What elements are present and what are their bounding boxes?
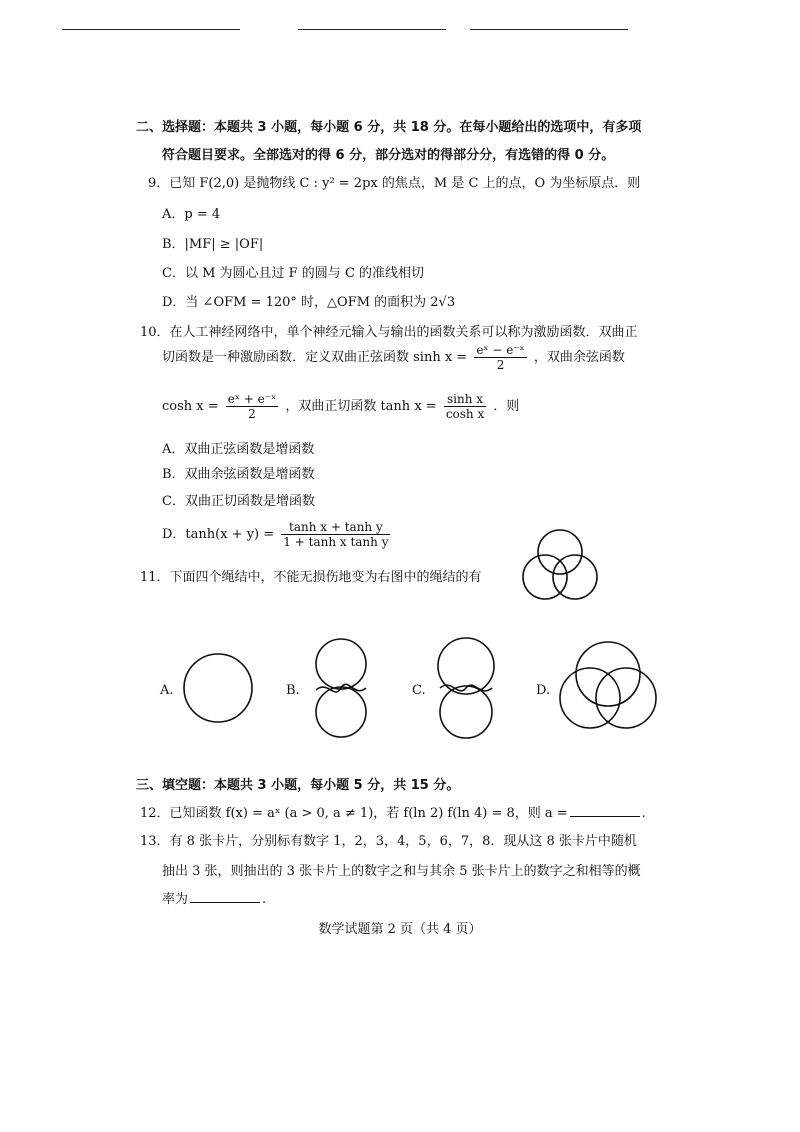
q10-stem-line2: [162, 343, 625, 372]
tanh-sum-denominator: 1 + tanh x tanh y: [283, 535, 389, 549]
tanh-denominator: cosh x: [445, 407, 485, 421]
tanh-fraction: [444, 392, 486, 421]
q9-option-d: D．当 ∠OFM = 120° 时，△OFM 的面积为 2√3: [162, 295, 456, 310]
section3-heading: 三、填空题：本题共 3 小题，每小题 5 分，共 15 分。: [136, 778, 460, 793]
q10-option-c: C．双曲正切函数是增函数: [162, 494, 315, 509]
q10-cosh-prefix: cosh x =: [162, 399, 219, 414]
tanh-sum-fraction: [281, 520, 390, 549]
q10-sinh-prefix: 切函数是一种激励函数．定义双曲正弦函数 sinh x =: [162, 350, 468, 365]
sinh-denominator: 2: [496, 358, 505, 372]
q11-label-d: D.: [536, 683, 551, 698]
q9-option-a: A．p = 4: [162, 207, 221, 222]
q12-stem-prefix: 12．已知函数 f(x) = aˣ (a > 0, a ≠ 1)，若 f(ln 2) f(ln 4) = 8，则 a =: [140, 806, 568, 821]
q12-stem: [140, 802, 646, 821]
q13-line3-suffix: .: [262, 892, 267, 907]
q11-label-b: B.: [286, 683, 300, 698]
q9-option-c: C．以 M 为圆心且过 F 的圆与 C 的准线相切: [162, 266, 425, 281]
trefoil-knot-figure: [515, 522, 605, 612]
q11-label-a: A.: [160, 683, 174, 698]
sinh-fraction: [474, 343, 526, 372]
q10-option-d-prefix: D．tanh(x + y) =: [162, 527, 275, 542]
q9-option-b: B．|MF| ≥ |OF|: [162, 237, 264, 252]
knot-d-left-circle: [560, 668, 620, 728]
q13-answer-blank[interactable]: [190, 890, 260, 903]
q10-stem-line1: 10．在人工神经网络中，单个神经元输入与输出的函数关系可以称为激励函数．双曲正: [140, 325, 638, 340]
q11-stem: 11．下面四个绳结中，不能无损伤地变为右图中的绳结的有: [140, 570, 482, 585]
q12-answer-blank[interactable]: [570, 804, 640, 817]
q10-stem-end: ．则: [493, 399, 520, 414]
q13-line3: [162, 888, 266, 907]
header-rule-right: [470, 29, 628, 30]
q13-line3-prefix: 率为: [162, 892, 189, 907]
knot-a-circle: [184, 654, 252, 722]
cosh-numerator: eˣ + e⁻ˣ: [227, 392, 277, 406]
q10-option-a: A．双曲正弦函数是增函数: [162, 442, 315, 457]
tanh-sum-numerator: tanh x + tanh y: [281, 520, 390, 535]
page-footer: 数学试题第 2 页（共 4 页）: [318, 922, 482, 937]
tanh-numerator: sinh x: [444, 392, 486, 407]
section2-heading-line1: 二、选择题：本题共 3 小题，每小题 6 分，共 18 分。在每小题给出的选项中，有多项: [136, 120, 642, 135]
header-rule-left: [62, 29, 240, 30]
knot-d-right-circle: [596, 668, 656, 728]
q9-stem: 9．已知 F(2,0) 是抛物线 C : y² = 2px 的焦点，M 是 C 上的点，O 为坐标原点．则: [148, 176, 641, 191]
q10-sinh-suffix: ，双曲余弦函数: [533, 350, 625, 365]
knot-b-upper-loop: [316, 639, 366, 689]
cosh-denominator: 2: [248, 407, 256, 421]
q10-tanh-prefix: ，双曲正切函数 tanh x =: [285, 399, 437, 414]
knot-b-twist: [316, 684, 366, 692]
q13-line2: 抽出 3 张，则抽出的 3 张卡片上的数字之和与其余 5 张卡片上的数字之和相等的概: [162, 864, 641, 879]
q10-option-d: [162, 520, 393, 549]
q11-label-c: C.: [412, 683, 426, 698]
knot-b-lower-loop: [316, 687, 366, 737]
q11-options-figure: [150, 636, 790, 746]
q13-line1: 13．有 8 张卡片，分别标有数字 1，2，3，4，5，6，7，8．现从这 8 张卡片中随机: [140, 834, 637, 849]
section2-heading-line2: 符合题目要求。全部选对的得 6 分，部分选对的得部分分，有选错的得 0 分。: [162, 148, 615, 163]
q10-option-b: B．双曲余弦函数是增函数: [162, 467, 315, 482]
q10-stem-line3: [162, 392, 519, 421]
sinh-numerator: eˣ − e⁻ˣ: [476, 343, 525, 357]
cosh-fraction: [226, 392, 278, 421]
q12-stem-suffix: .: [641, 806, 646, 821]
header-rule-mid: [298, 29, 446, 30]
